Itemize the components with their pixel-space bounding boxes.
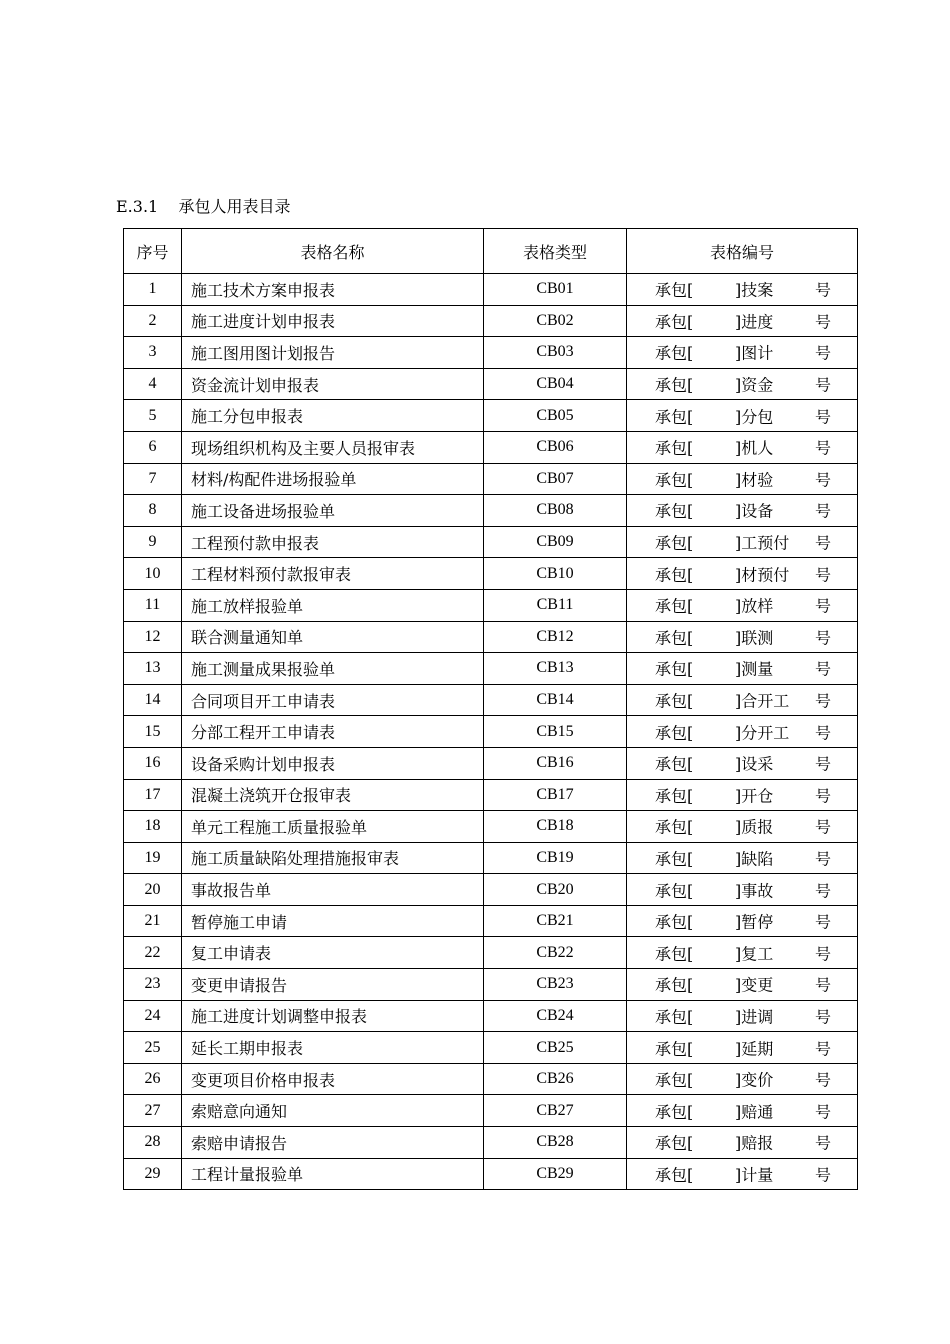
code-abbreviation: ]资金 <box>735 375 774 395</box>
code-suffix: 号 <box>815 628 832 648</box>
row-form-name: 复工申请表 <box>182 937 484 969</box>
row-form-code <box>627 1000 858 1032</box>
row-form-name: 施工放样报验单 <box>182 589 484 621</box>
code-prefix: 承包[ <box>655 944 694 964</box>
row-serial-no: 24 <box>124 1000 182 1032</box>
code-prefix: 承包[ <box>655 1133 694 1153</box>
table-row <box>124 368 858 400</box>
code-prefix: 承包[ <box>655 596 694 616</box>
table-row <box>124 463 858 495</box>
row-serial-no: 18 <box>124 811 182 843</box>
row-form-name: 变更项目价格申报表 <box>182 1063 484 1095</box>
code-prefix: 承包[ <box>655 407 694 427</box>
code-suffix: 号 <box>815 849 832 869</box>
row-serial-no: 22 <box>124 937 182 969</box>
row-form-type: CB17 <box>484 779 627 811</box>
section-title: E.3.1 承包人用表目录 <box>116 197 291 216</box>
code-abbreviation: ]进度 <box>735 312 774 332</box>
table-row <box>124 337 858 369</box>
form-catalog-table <box>123 228 858 1190</box>
row-serial-no: 23 <box>124 969 182 1001</box>
table-row <box>124 937 858 969</box>
code-abbreviation: ]进调 <box>735 1007 774 1027</box>
row-form-name: 分部工程开工申请表 <box>182 716 484 748</box>
header-serial-no: 序号 <box>124 229 182 274</box>
row-form-name: 施工质量缺陷处理措施报审表 <box>182 842 484 874</box>
row-form-code <box>627 337 858 369</box>
row-form-code <box>627 495 858 527</box>
code-prefix: 承包[ <box>655 375 694 395</box>
row-serial-no: 16 <box>124 747 182 779</box>
row-form-code <box>627 747 858 779</box>
row-form-code <box>627 274 858 306</box>
code-suffix: 号 <box>815 1102 832 1122</box>
code-suffix: 号 <box>815 1133 832 1153</box>
table-row <box>124 684 858 716</box>
row-form-name: 单元工程施工质量报验单 <box>182 811 484 843</box>
code-prefix: 承包[ <box>655 533 694 553</box>
table-row <box>124 1127 858 1159</box>
row-form-type: CB03 <box>484 337 627 369</box>
row-form-code <box>627 400 858 432</box>
row-form-type: CB08 <box>484 495 627 527</box>
table-row <box>124 274 858 306</box>
code-abbreviation: ]设采 <box>735 754 774 774</box>
code-abbreviation: ]技案 <box>735 280 774 300</box>
row-form-type: CB25 <box>484 1032 627 1064</box>
code-prefix: 承包[ <box>655 849 694 869</box>
header-form-type: 表格类型 <box>484 229 627 274</box>
table-row <box>124 747 858 779</box>
row-form-type: CB18 <box>484 811 627 843</box>
code-suffix: 号 <box>815 596 832 616</box>
row-serial-no: 7 <box>124 463 182 495</box>
row-form-type: CB21 <box>484 905 627 937</box>
code-suffix: 号 <box>815 1165 832 1185</box>
row-form-type: CB05 <box>484 400 627 432</box>
row-serial-no: 1 <box>124 274 182 306</box>
row-form-name: 变更申请报告 <box>182 969 484 1001</box>
row-serial-no: 3 <box>124 337 182 369</box>
code-prefix: 承包[ <box>655 912 694 932</box>
code-suffix: 号 <box>815 375 832 395</box>
table-row <box>124 589 858 621</box>
row-form-code <box>627 969 858 1001</box>
row-form-type: CB09 <box>484 526 627 558</box>
code-abbreviation: ]材验 <box>735 470 774 490</box>
code-suffix: 号 <box>815 817 832 837</box>
table-row <box>124 1032 858 1064</box>
table-row <box>124 653 858 685</box>
row-form-code <box>627 874 858 906</box>
row-form-name: 现场组织机构及主要人员报审表 <box>182 431 484 463</box>
code-prefix: 承包[ <box>655 501 694 521</box>
code-abbreviation: ]测量 <box>735 659 774 679</box>
code-abbreviation: ]放样 <box>735 596 774 616</box>
code-suffix: 号 <box>815 312 832 332</box>
row-form-code <box>627 653 858 685</box>
code-suffix: 号 <box>815 944 832 964</box>
row-form-type: CB26 <box>484 1063 627 1095</box>
code-suffix: 号 <box>815 754 832 774</box>
code-abbreviation: ]联测 <box>735 628 774 648</box>
row-form-type: CB24 <box>484 1000 627 1032</box>
row-form-type: CB27 <box>484 1095 627 1127</box>
table-row <box>124 400 858 432</box>
row-form-code <box>627 684 858 716</box>
code-prefix: 承包[ <box>655 343 694 363</box>
row-form-code <box>627 716 858 748</box>
code-prefix: 承包[ <box>655 723 694 743</box>
code-abbreviation: ]赔报 <box>735 1133 774 1153</box>
row-form-name: 工程预付款申报表 <box>182 526 484 558</box>
code-abbreviation: ]分开工 <box>735 723 790 743</box>
code-suffix: 号 <box>815 1039 832 1059</box>
row-form-code <box>627 811 858 843</box>
row-form-name: 施工图用图计划报告 <box>182 337 484 369</box>
row-form-name: 资金流计划申报表 <box>182 368 484 400</box>
code-suffix: 号 <box>815 912 832 932</box>
code-suffix: 号 <box>815 1070 832 1090</box>
row-form-code <box>627 368 858 400</box>
code-suffix: 号 <box>815 975 832 995</box>
row-form-name: 事故报告单 <box>182 874 484 906</box>
row-form-type: CB16 <box>484 747 627 779</box>
code-abbreviation: ]材预付 <box>735 565 790 585</box>
row-form-code <box>627 305 858 337</box>
table-row <box>124 779 858 811</box>
row-form-type: CB04 <box>484 368 627 400</box>
code-suffix: 号 <box>815 723 832 743</box>
code-prefix: 承包[ <box>655 1102 694 1122</box>
table-row <box>124 1095 858 1127</box>
row-form-type: CB06 <box>484 431 627 463</box>
code-prefix: 承包[ <box>655 1007 694 1027</box>
row-serial-no: 5 <box>124 400 182 432</box>
code-suffix: 号 <box>815 786 832 806</box>
code-abbreviation: ]缺陷 <box>735 849 774 869</box>
code-suffix: 号 <box>815 881 832 901</box>
row-form-code <box>627 621 858 653</box>
row-serial-no: 27 <box>124 1095 182 1127</box>
row-form-type: CB28 <box>484 1127 627 1159</box>
code-prefix: 承包[ <box>655 438 694 458</box>
row-serial-no: 13 <box>124 653 182 685</box>
row-form-type: CB07 <box>484 463 627 495</box>
row-form-name: 材料/构配件进场报验单 <box>182 463 484 495</box>
row-form-name: 施工进度计划申报表 <box>182 305 484 337</box>
row-serial-no: 9 <box>124 526 182 558</box>
table-row <box>124 1158 858 1190</box>
row-form-type: CB22 <box>484 937 627 969</box>
row-form-name: 延长工期申报表 <box>182 1032 484 1064</box>
row-serial-no: 19 <box>124 842 182 874</box>
code-abbreviation: ]质报 <box>735 817 774 837</box>
row-form-type: CB15 <box>484 716 627 748</box>
row-form-type: CB13 <box>484 653 627 685</box>
row-form-type: CB19 <box>484 842 627 874</box>
row-serial-no: 26 <box>124 1063 182 1095</box>
code-abbreviation: ]事故 <box>735 881 774 901</box>
row-form-type: CB01 <box>484 274 627 306</box>
row-form-code <box>627 1095 858 1127</box>
code-prefix: 承包[ <box>655 470 694 490</box>
code-abbreviation: ]分包 <box>735 407 774 427</box>
code-abbreviation: ]复工 <box>735 944 774 964</box>
row-form-code <box>627 1127 858 1159</box>
code-suffix: 号 <box>815 343 832 363</box>
row-form-code <box>627 937 858 969</box>
table-row <box>124 495 858 527</box>
code-abbreviation: ]变价 <box>735 1070 774 1090</box>
code-prefix: 承包[ <box>655 1165 694 1185</box>
table-row <box>124 905 858 937</box>
table-row <box>124 621 858 653</box>
code-suffix: 号 <box>815 659 832 679</box>
row-serial-no: 28 <box>124 1127 182 1159</box>
row-serial-no: 29 <box>124 1158 182 1190</box>
row-form-name: 索赔意向通知 <box>182 1095 484 1127</box>
row-form-code <box>627 1032 858 1064</box>
table-row <box>124 526 858 558</box>
table-row <box>124 811 858 843</box>
code-prefix: 承包[ <box>655 628 694 648</box>
row-serial-no: 8 <box>124 495 182 527</box>
row-form-name: 设备采购计划申报表 <box>182 747 484 779</box>
row-serial-no: 12 <box>124 621 182 653</box>
code-suffix: 号 <box>815 1007 832 1027</box>
code-abbreviation: ]图计 <box>735 343 774 363</box>
code-suffix: 号 <box>815 501 832 521</box>
row-serial-no: 17 <box>124 779 182 811</box>
table-row <box>124 305 858 337</box>
row-serial-no: 4 <box>124 368 182 400</box>
row-form-name: 混凝土浇筑开仓报审表 <box>182 779 484 811</box>
row-form-name: 联合测量通知单 <box>182 621 484 653</box>
row-form-type: CB10 <box>484 558 627 590</box>
table-row <box>124 558 858 590</box>
code-prefix: 承包[ <box>655 691 694 711</box>
row-serial-no: 21 <box>124 905 182 937</box>
code-suffix: 号 <box>815 533 832 553</box>
row-serial-no: 15 <box>124 716 182 748</box>
row-form-name: 施工测量成果报验单 <box>182 653 484 685</box>
row-serial-no: 25 <box>124 1032 182 1064</box>
table-row <box>124 1063 858 1095</box>
row-form-name: 施工设备进场报验单 <box>182 495 484 527</box>
code-prefix: 承包[ <box>655 754 694 774</box>
header-form-name: 表格名称 <box>182 229 484 274</box>
row-serial-no: 10 <box>124 558 182 590</box>
row-form-type: CB12 <box>484 621 627 653</box>
table-row <box>124 969 858 1001</box>
code-abbreviation: ]设备 <box>735 501 774 521</box>
row-form-code <box>627 463 858 495</box>
row-form-code <box>627 905 858 937</box>
code-abbreviation: ]赔通 <box>735 1102 774 1122</box>
row-serial-no: 2 <box>124 305 182 337</box>
row-form-name: 施工进度计划调整申报表 <box>182 1000 484 1032</box>
row-form-name: 工程材料预付款报审表 <box>182 558 484 590</box>
code-prefix: 承包[ <box>655 817 694 837</box>
code-prefix: 承包[ <box>655 280 694 300</box>
row-form-name: 施工技术方案申报表 <box>182 274 484 306</box>
code-abbreviation: ]暂停 <box>735 912 774 932</box>
row-serial-no: 14 <box>124 684 182 716</box>
table-row <box>124 431 858 463</box>
row-form-name: 暂停施工申请 <box>182 905 484 937</box>
row-form-code <box>627 779 858 811</box>
row-form-code <box>627 842 858 874</box>
row-form-code <box>627 1158 858 1190</box>
row-form-type: CB11 <box>484 589 627 621</box>
code-suffix: 号 <box>815 565 832 585</box>
row-form-type: CB02 <box>484 305 627 337</box>
table-header-row <box>124 229 858 274</box>
code-abbreviation: ]延期 <box>735 1039 774 1059</box>
row-form-type: CB14 <box>484 684 627 716</box>
row-serial-no: 6 <box>124 431 182 463</box>
row-form-name: 索赔申请报告 <box>182 1127 484 1159</box>
code-suffix: 号 <box>815 407 832 427</box>
code-abbreviation: ]变更 <box>735 975 774 995</box>
row-form-name: 工程计量报验单 <box>182 1158 484 1190</box>
code-suffix: 号 <box>815 470 832 490</box>
row-form-code <box>627 526 858 558</box>
row-serial-no: 11 <box>124 589 182 621</box>
code-prefix: 承包[ <box>655 1070 694 1090</box>
row-form-name: 合同项目开工申请表 <box>182 684 484 716</box>
code-prefix: 承包[ <box>655 786 694 806</box>
code-suffix: 号 <box>815 691 832 711</box>
row-form-code <box>627 1063 858 1095</box>
row-serial-no: 20 <box>124 874 182 906</box>
code-abbreviation: ]工预付 <box>735 533 790 553</box>
code-suffix: 号 <box>815 438 832 458</box>
table-row <box>124 716 858 748</box>
code-prefix: 承包[ <box>655 881 694 901</box>
code-prefix: 承包[ <box>655 1039 694 1059</box>
code-abbreviation: ]合开工 <box>735 691 790 711</box>
header-form-code: 表格编号 <box>627 229 858 274</box>
row-form-name: 施工分包申报表 <box>182 400 484 432</box>
code-abbreviation: ]计量 <box>735 1165 774 1185</box>
code-prefix: 承包[ <box>655 659 694 679</box>
row-form-code <box>627 431 858 463</box>
code-prefix: 承包[ <box>655 565 694 585</box>
row-form-type: CB29 <box>484 1158 627 1190</box>
row-form-code <box>627 589 858 621</box>
table-row <box>124 842 858 874</box>
table-row <box>124 874 858 906</box>
row-form-type: CB20 <box>484 874 627 906</box>
row-form-type: CB23 <box>484 969 627 1001</box>
code-prefix: 承包[ <box>655 312 694 332</box>
code-abbreviation: ]开仓 <box>735 786 774 806</box>
code-suffix: 号 <box>815 280 832 300</box>
row-form-code <box>627 558 858 590</box>
code-abbreviation: ]机人 <box>735 438 774 458</box>
code-prefix: 承包[ <box>655 975 694 995</box>
table-row <box>124 1000 858 1032</box>
